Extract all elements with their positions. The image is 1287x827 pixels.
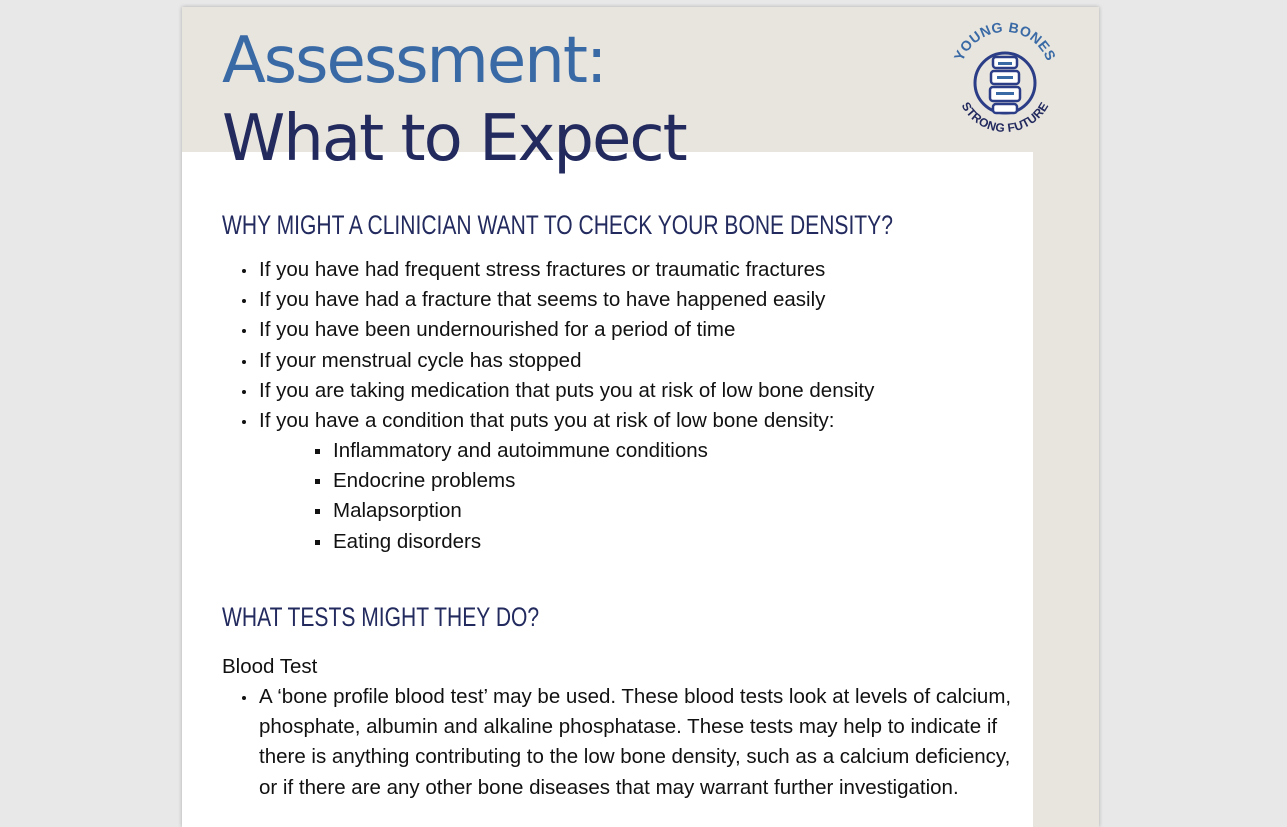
list-item: If you have had a fracture that seems to have happened easily bbox=[259, 285, 874, 315]
bullet-dot bbox=[242, 696, 246, 700]
reasons-list bbox=[259, 255, 874, 436]
young-bones-logo bbox=[946, 21, 1064, 139]
page-title-line2: What to Expect bbox=[222, 102, 686, 176]
sublist-item: Endocrine problems bbox=[333, 466, 708, 496]
section-heading-tests: WHAT TESTS MIGHT THEY DO? bbox=[222, 602, 540, 632]
sublist-item: Malapsorption bbox=[333, 496, 708, 526]
document-page bbox=[182, 7, 1099, 827]
logo-top-text: YOUNG BONES bbox=[950, 21, 1060, 64]
list-item: If your menstrual cycle has stopped bbox=[259, 346, 874, 376]
blood-test-description: A ‘bone profile blood test’ may be used. These blood tests look at levels of calcium, phosphate, albumin and alkaline phosphatase. These tests may help to indicate if there is anything contributing to the low bone density, such as a calcium deficiency, or if there are any other bone diseases that may warrant further investigation. bbox=[259, 685, 1012, 799]
sublist-item: Inflammatory and autoimmune conditions bbox=[333, 436, 708, 466]
list-item: If you have had frequent stress fractures or traumatic fractures bbox=[259, 255, 874, 285]
list-item: If you are taking medication that puts you at risk of low bone density bbox=[259, 376, 874, 406]
conditions-sublist bbox=[333, 436, 708, 557]
list-item: If you have a condition that puts you at risk of low bone density: bbox=[259, 406, 874, 436]
list-item: If you have been undernourished for a period of time bbox=[259, 315, 874, 345]
spine-icon bbox=[990, 57, 1020, 113]
section-heading-bone-density: WHY MIGHT A CLINICIAN WANT TO CHECK YOUR BONE DENSITY? bbox=[222, 210, 893, 240]
logo-bottom-text: STRONG FUTURE bbox=[958, 99, 1052, 136]
page-title-line1: Assessment: bbox=[222, 24, 606, 98]
sublist-item: Eating disorders bbox=[333, 527, 708, 557]
blood-test-label: Blood Test bbox=[222, 655, 318, 678]
